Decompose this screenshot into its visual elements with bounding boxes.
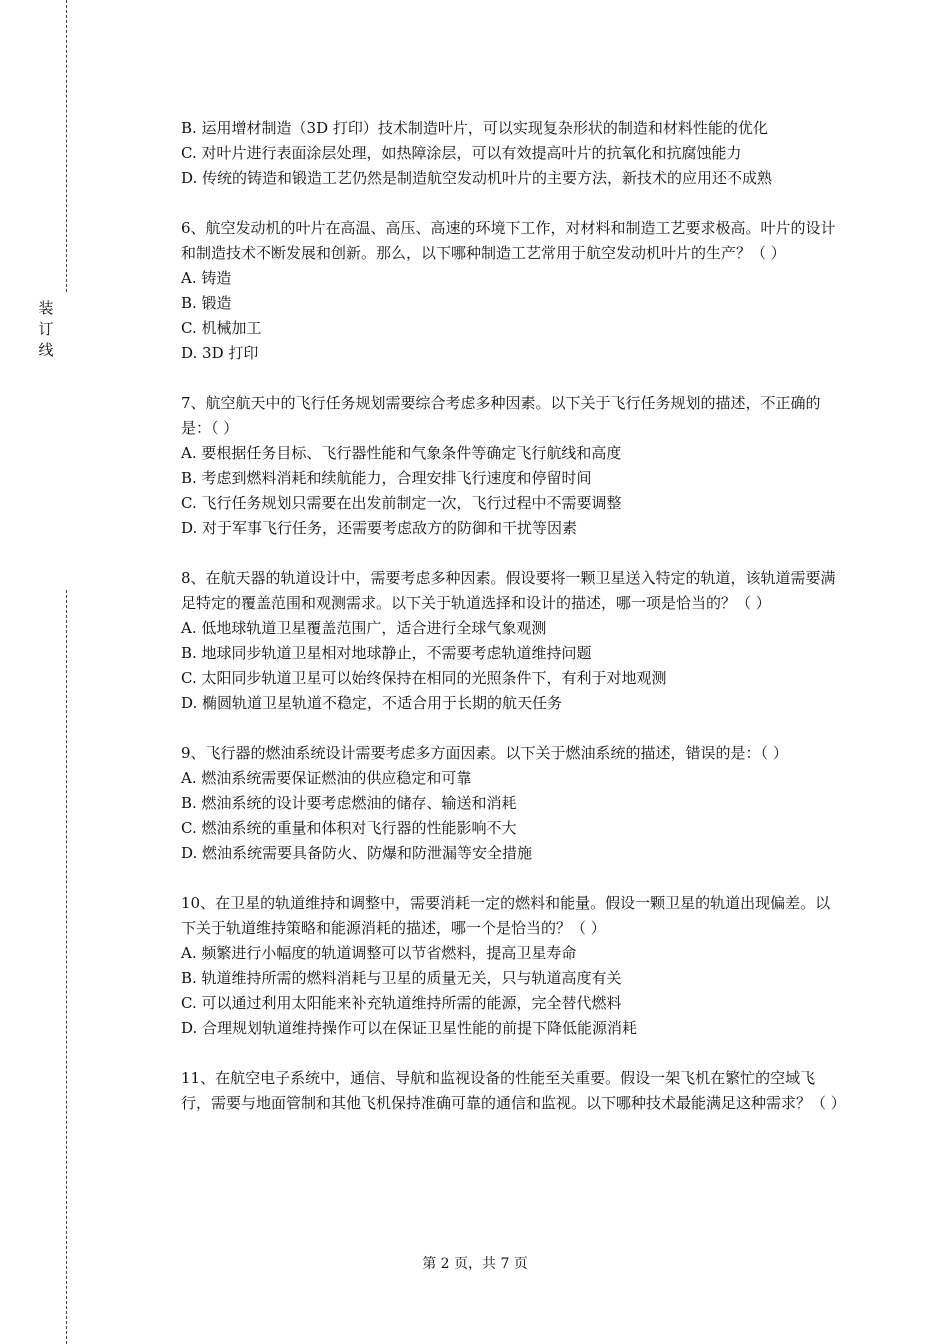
question-stem: 9、飞行器的燃油系统设计需要考虑多方面因素。以下关于燃油系统的描述，错误的是：（ ） — [181, 744, 788, 762]
option-line: B. 地球同步轨道卫星相对地球静止，不需要考虑轨道维持问题 — [181, 644, 592, 662]
binding-line-top — [66, 0, 67, 292]
option-line: A. 燃油系统需要保证燃油的供应稳定和可靠 — [181, 769, 472, 787]
question-8 — [181, 566, 841, 716]
exam-content — [181, 116, 846, 1116]
option-line: D. 燃油系统需要具备防火、防爆和防泄漏等安全措施 — [181, 844, 533, 862]
option-line: A. 频繁进行小幅度的轨道调整可以节省燃料，提高卫星寿命 — [181, 944, 577, 962]
question-stem: 8、在航天器的轨道设计中，需要考虑多种因素。假设要将一颗卫星送入特定的轨道，该轨道需要满足特定的覆盖范围和观测需求。以下关于轨道选择和设计的描述，哪一项是恰当的？（ ） — [181, 569, 836, 612]
option-line: B. 锻造 — [181, 294, 232, 312]
option-line: C. 可以通过利用太阳能来补充轨道维持所需的能源，完全替代燃料 — [181, 994, 622, 1012]
option-line: D. 对于军事飞行任务，还需要考虑敌方的防御和干扰等因素 — [181, 519, 578, 537]
option-line: A. 要根据任务目标、飞行器性能和气象条件等确定飞行航线和高度 — [181, 444, 622, 462]
question-9 — [181, 741, 841, 866]
question-stem: 6、航空发动机的叶片在高温、高压、高速的环境下工作，对材料和制造工艺要求极高。叶片的设计和制造技术不断发展和创新。那么，以下哪种制造工艺常用于航空发动机叶片的生产？（ ） — [181, 219, 836, 262]
question-11 — [181, 1066, 846, 1116]
option-line: C. 对叶片进行表面涂层处理，如热障涂层，可以有效提高叶片的抗氧化和抗腐蚀能力 — [181, 144, 742, 162]
binding-line-bottom — [66, 590, 67, 1344]
page-footer: 第 2 页，共 7 页 — [422, 1256, 528, 1272]
option-line: C. 太阳同步轨道卫星可以始终保持在相同的光照条件下，有利于对地观测 — [181, 669, 667, 687]
question-stem: 10、在卫星的轨道维持和调整中，需要消耗一定的燃料和能量。假设一颗卫星的轨道出现偏差。以下关于轨道维持策略和能源消耗的描述，哪一个是恰当的？（ ） — [181, 894, 831, 937]
option-line: A. 低地球轨道卫星覆盖范围广，适合进行全球气象观测 — [181, 619, 547, 637]
question-7 — [181, 391, 841, 541]
question-10 — [181, 891, 841, 1041]
binding-label-char: 线 — [38, 341, 54, 359]
binding-label-char: 订 — [38, 320, 54, 338]
binding-label-char: 装 — [38, 299, 54, 317]
option-line: D. 传统的铸造和锻造工艺仍然是制造航空发动机叶片的主要方法，新技术的应用还不成熟 — [181, 169, 773, 187]
binding-label — [36, 298, 56, 361]
option-line: C. 飞行任务规划只需要在出发前制定一次，飞行过程中不需要调整 — [181, 494, 622, 512]
option-line: B. 燃油系统的设计要考虑燃油的储存、输送和消耗 — [181, 794, 517, 812]
question-stem: 7、航空航天中的飞行任务规划需要综合考虑多种因素。以下关于飞行任务规划的描述，不正确的是：（ ） — [181, 394, 821, 437]
question-stem: 11、在航空电子系统中，通信、导航和监视设备的性能至关重要。假设一架飞机在繁忙的空域飞行，需要与地面管制和其他飞机保持准确可靠的通信和监视。以下哪种技术最能满足这种需求？（ ） — [181, 1069, 846, 1112]
option-line: C. 燃油系统的重量和体积对飞行器的性能影响不大 — [181, 819, 517, 837]
option-line: B. 考虑到燃料消耗和续航能力，合理安排飞行速度和停留时间 — [181, 469, 592, 487]
option-line: B. 运用增材制造（3D 打印）技术制造叶片，可以实现复杂形状的制造和材料性能的优化 — [181, 119, 768, 137]
question-6 — [181, 216, 841, 366]
option-line: D. 3D 打印 — [181, 344, 259, 362]
option-line: B. 轨道维持所需的燃料消耗与卫星的质量无关，只与轨道高度有关 — [181, 969, 622, 987]
option-line: C. 机械加工 — [181, 319, 262, 337]
option-line: A. 铸造 — [181, 269, 232, 287]
option-line: D. 合理规划轨道维持操作可以在保证卫星性能的前提下降低能源消耗 — [181, 1019, 638, 1037]
option-line: D. 椭圆轨道卫星轨道不稳定，不适合用于长期的航天任务 — [181, 694, 563, 712]
